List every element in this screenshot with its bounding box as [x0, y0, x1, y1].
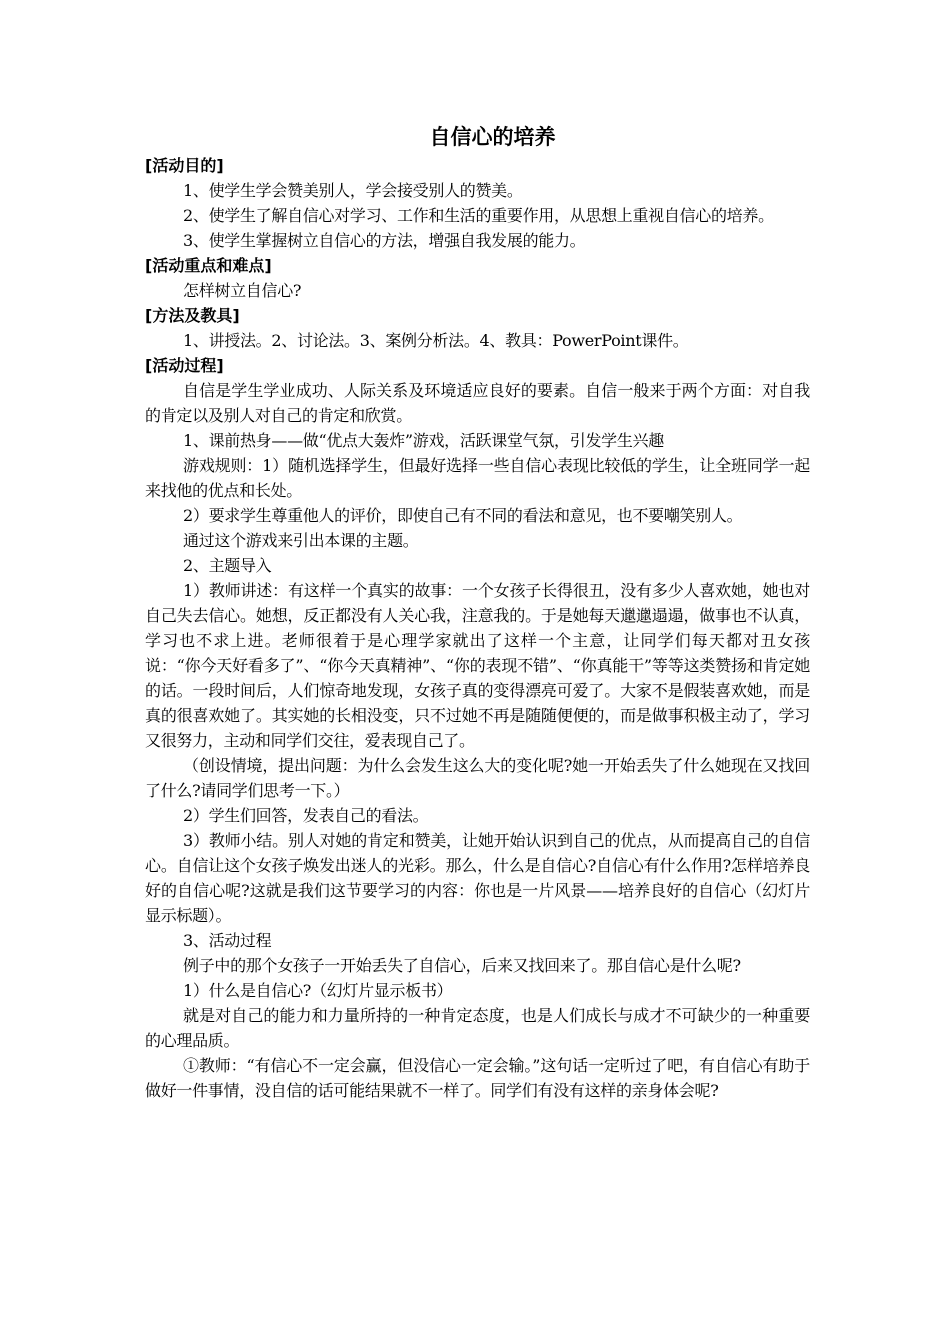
- paragraph: （创设情境，提出问题：为什么会发生这么大的变化呢?她一开始丢失了什么她现在又找回了什么?请同学们思考一下。）: [145, 756, 810, 800]
- paragraph: 游戏规则：1）随机选择学生，但最好选择一些自信心表现比较低的学生，让全班同学一起来找他的优点和长处。: [145, 456, 810, 500]
- paragraph: 就是对自己的能力和力量所持的一种肯定态度，也是人们成长与成才不可缺少的一种重要的心理品质。: [145, 1006, 810, 1050]
- paragraph: 1）教师讲述：有这样一个真实的故事：一个女孩子长得很丑，没有多少人喜欢她，她也对自己失去信心。她想，反正都没有人关心我，注意我的。于是她每天邋邋遢遢，做事也不认真，学习也不求上进。老师很着于是心理学家就出了这样一个主意，让同学们每天都对丑女孩说：“你今天好看多了”、“你今天真精神”、“你的表现不错”、“你真能干”等等这类赞扬和肯定她的话。一段时间后，人们惊奇地发现，女孩子真的变得漂亮可爱了。大家不是假装喜欢她，而是真的很喜欢她了。其实她的长相没变，只不过她不再是随随便便的，而是做事积极主动了，学习又很努力，主动和同学们交往，爱表现自己了。: [145, 581, 810, 750]
- section-methods: [145, 303, 810, 353]
- paragraph: 2）学生们回答，发表自己的看法。: [183, 806, 429, 825]
- paragraph: 1）什么是自信心?（幻灯片显示板书）: [183, 981, 453, 1000]
- section-heading: [方法及教具]: [145, 306, 240, 325]
- section-key-points: [145, 253, 810, 303]
- paragraph: 2、使学生了解自信心对学习、工作和生活的重要作用，从思想上重视自信心的培养。: [183, 206, 774, 225]
- section-heading: [活动目的]: [145, 156, 224, 175]
- paragraph: 3、使学生掌握树立自信心的方法，增强自我发展的能力。: [183, 231, 586, 250]
- paragraph: ①教师：“有信心不一定会赢，但没信心一定会输。”这句话一定听过了吧，有自信心有助于做好一件事情，没自信的话可能结果就不一样了。同学们有没有这样的亲身体会呢?: [145, 1056, 810, 1100]
- paragraph: 1、使学生学会赞美别人，学会接受别人的赞美。: [183, 181, 523, 200]
- paragraph: 2）要求学生尊重他人的评价，即使自己有不同的看法和意见，也不要嘲笑别人。: [183, 506, 743, 525]
- paragraph: 例子中的那个女孩子一开始丢失了自信心，后来又找回来了。那自信心是什么呢?: [183, 956, 741, 975]
- paragraph: 2、主题导入: [183, 556, 272, 575]
- paragraph: 自信是学生学业成功、人际关系及环境适应良好的要素。自信一般来于两个方面：对自我的肯定以及别人对自己的肯定和欣赏。: [145, 381, 810, 425]
- paragraph: 1、讲授法。2、讨论法。3、案例分析法。4、教具：PowerPoint课件。: [183, 331, 689, 350]
- document-title: 自信心的培养: [429, 125, 556, 149]
- section-activity-goals: [145, 153, 810, 253]
- paragraph: 怎样树立自信心?: [183, 281, 302, 300]
- paragraph: 3、活动过程: [183, 931, 272, 950]
- paragraph: 通过这个游戏来引出本课的主题。: [183, 531, 419, 550]
- paragraph: 1、课前热身——做“优点大轰炸”游戏，活跃课堂气氛，引发学生兴趣: [183, 431, 664, 450]
- section-activity-process: [145, 353, 810, 1103]
- document-page: [145, 122, 810, 1103]
- section-heading: [活动重点和难点]: [145, 256, 272, 275]
- paragraph: 3）教师小结。别人对她的肯定和赞美，让她开始认识到自己的优点，从而提高自己的自信心。自信让这个女孩子焕发出迷人的光彩。那么，什么是自信心?自信心有什么作用?怎样培养良好的自信心呢?这就是我们这节要学习的内容：你也是一片风景——培养良好的自信心（幻灯片显示标题）。: [145, 831, 810, 925]
- section-heading: [活动过程]: [145, 356, 224, 375]
